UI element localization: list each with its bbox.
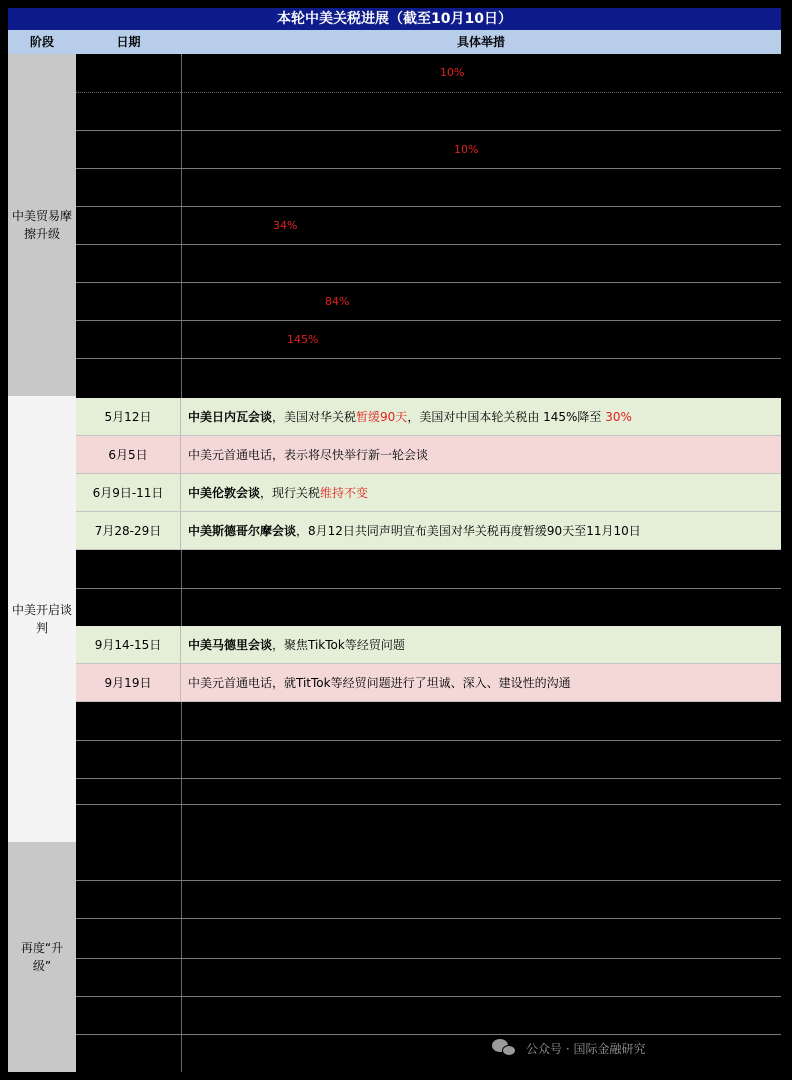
row-divider [76,588,781,589]
row-divider [76,778,781,779]
event-date: 6月5日 [76,436,181,473]
row-divider [76,740,781,741]
row-divider [76,880,781,881]
event-text: ，8月12日共同声明宣布美国对华关税再度暂缓90天至11月10日 [296,524,641,538]
watermark-text: 公众号 · 国际金融研究 [526,1041,646,1056]
event-detail [188,626,405,663]
tariff-rate-5: 145% [287,333,319,346]
watermark [492,1034,645,1062]
row-divider [76,918,781,919]
event-text: 中美元首通电话，就TitTok等经贸问题进行了坦诚、深入、建设性的沟通 [188,676,571,690]
event-title: 中美马德里会谈 [188,638,273,652]
table-row [76,474,781,512]
header-date: 日期 [116,35,141,49]
header-stage: 阶段 [29,35,54,49]
event-text: ，现行关税 [260,486,321,500]
row-divider [76,804,781,805]
tariff-progress-table [8,8,781,1072]
event-date: 7月28-29日 [76,512,181,549]
event-title: 中美日内瓦会谈 [188,410,273,424]
event-detail [188,474,368,511]
stage-negotiation: 中美开启谈判 [8,396,76,842]
event-detail [188,664,571,701]
event-text: 中美元首通电话，表示将尽快举行新一轮会谈 [188,448,429,462]
event-detail [188,436,428,473]
table-row [76,626,781,664]
row-divider [76,282,781,283]
stage-re-escalation: 再度“升级” [8,842,76,1072]
table-row [76,664,781,702]
event-highlight: 暂缓90天 [356,410,408,424]
row-divider [76,168,781,169]
row-divider [76,206,781,207]
event-detail [188,398,632,435]
event-highlight: 30% [605,410,632,424]
event-title: 中美斯德哥尔摩会谈 [188,524,297,538]
row-divider [76,996,781,997]
row-divider [76,130,781,131]
tariff-rate-4: 84% [325,295,350,308]
table-title: 本轮中美关税进展（截至10月10日） [8,8,781,30]
event-title: 中美伦敦会谈 [188,486,261,500]
row-divider [76,320,781,321]
event-date: 9月14-15日 [76,626,181,663]
header-detail: 具体举措 [456,35,505,49]
row-divider [76,244,781,245]
event-text: ，聚焦TikTok等经贸问题 [272,638,405,652]
tariff-rate-2: 10% [454,143,479,156]
tariff-rate-1: 10% [440,66,465,79]
stage-escalation: 中美贸易摩擦升级 [8,54,76,396]
event-detail [188,512,641,549]
event-text: ，美国对中国本轮关税由 145%降至 [407,410,606,424]
wechat-icon [492,1037,518,1059]
row-divider [76,1034,781,1035]
table-row [76,436,781,474]
event-text: ，美国对华关税 [272,410,357,424]
row-divider [76,958,781,959]
event-highlight: 维持不变 [320,486,369,500]
table-row [76,512,781,550]
event-date: 6月9日-11日 [76,474,181,511]
row-divider [76,92,781,93]
tariff-rate-3: 34% [273,219,298,232]
event-date: 9月19日 [76,664,181,701]
table-header-row [8,30,781,54]
event-date: 5月12日 [76,398,181,435]
row-divider [76,358,781,359]
table-row [76,398,781,436]
